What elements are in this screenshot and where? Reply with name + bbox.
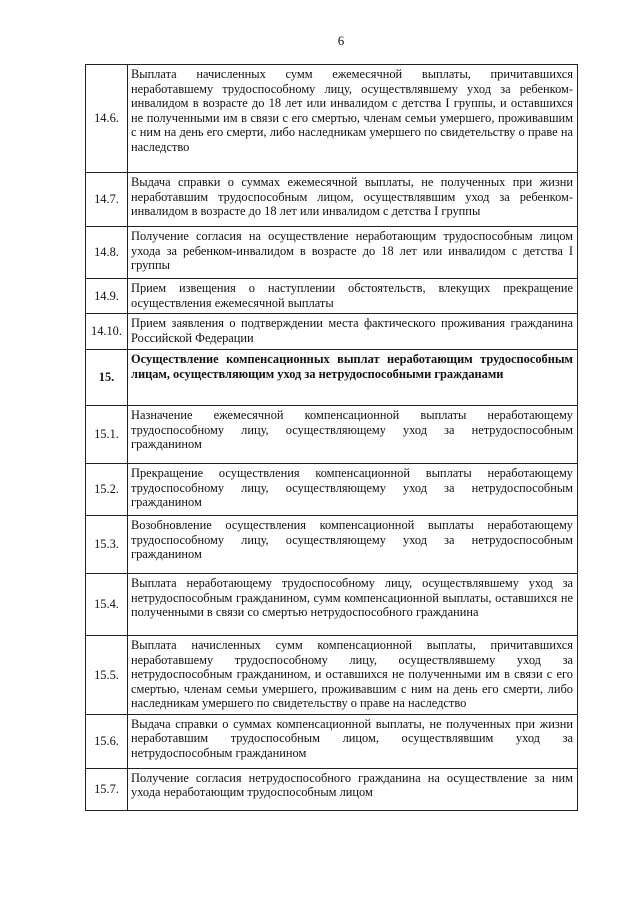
row-text: Возобновление осуществления компенсационной выплаты неработающему трудоспособному лицу, осуществляющему уход за нетрудоспособным гражданином — [128, 516, 578, 574]
row-number: 14.9. — [86, 279, 128, 314]
row-number: 15.3. — [86, 516, 128, 574]
table-row — [86, 516, 578, 574]
table-row — [86, 173, 578, 227]
row-text: Выдача справки о суммах компенсационной выплаты, не полученных при жизни неработавшим трудоспособным лицом, осуществлявшим уход за нетрудоспособным гражданином — [128, 714, 578, 768]
table-row — [86, 714, 578, 768]
page-number: 6 — [337, 33, 345, 48]
table-row — [86, 636, 578, 715]
row-text: Осуществление компенсационных выплат неработающим трудоспособным лицам, осуществляющим уход за нетрудоспособными гражданами — [128, 350, 578, 406]
row-number: 14.7. — [86, 173, 128, 227]
row-text: Прием извещения о наступлении обстоятельств, влекущих прекращение осуществления ежемесячной выплаты — [128, 279, 578, 314]
row-text: Прекращение осуществления компенсационной выплаты неработающему трудоспособному лицу, осуществляющему уход за нетрудоспособным гражданином — [128, 464, 578, 516]
row-text: Выплата неработающему трудоспособному лицу, осуществлявшему уход за нетрудоспособным гражданином, сумм компенсационной выплаты, оставшихся не полученными в связи со смертью нетрудоспособного гражданина — [128, 574, 578, 636]
row-number: 15. — [86, 350, 128, 406]
row-number: 15.2. — [86, 464, 128, 516]
table-row — [86, 350, 578, 406]
row-text: Получение согласия на осуществление неработающим трудоспособным лицом ухода за ребенком-инвалидом в возрасте до 18 лет или инвалидом с детства I группы — [128, 227, 578, 279]
table-row — [86, 227, 578, 279]
row-text: Прием заявления о подтверждении места фактического проживания гражданина Российской Федерации — [128, 314, 578, 350]
row-text: Выдача справки о суммах ежемесячной выплаты, не полученных при жизни неработавшим трудоспособным лицом, осуществлявшим уход за ребенком-инвалидом в возрасте до 18 лет или инвалидом с детства I группы — [128, 173, 578, 227]
row-number: 15.4. — [86, 574, 128, 636]
row-number: 14.8. — [86, 227, 128, 279]
row-text: Выплата начисленных сумм компенсационной выплаты, причитавшихся неработавшему трудоспособному лицу, осуществлявшему уход за нетрудоспособным гражданином, и оставшихся не полученными им в связи с его смертью, членам семьи умершего, проживавшим с ним на день его смерти, либо наследникам умершего по свидетельству о праве на наследство — [128, 636, 578, 715]
table-row — [86, 406, 578, 464]
row-number: 15.6. — [86, 714, 128, 768]
table-body — [86, 65, 578, 811]
row-number: 15.5. — [86, 636, 128, 715]
row-number: 14.6. — [86, 65, 128, 173]
row-text: Назначение ежемесячной компенсационной выплаты неработающему трудоспособному лицу, осуществляющему уход за нетрудоспособным гражданином — [128, 406, 578, 464]
services-table — [85, 64, 578, 811]
table-row — [86, 279, 578, 314]
table-row — [86, 314, 578, 350]
row-text: Получение согласия нетрудоспособного гражданина на осуществление за ним ухода неработающим трудоспособным лицом — [128, 768, 578, 810]
row-number: 14.10. — [86, 314, 128, 350]
table-row — [86, 574, 578, 636]
row-text: Выплата начисленных сумм ежемесячной выплаты, причитавшихся неработавшему трудоспособному лицу, осуществлявшему уход за ребенком-инвалидом в возрасте до 18 лет или инвалидом с детства I группы, и оставшихся не полученными им в связи с его смертью, членам семьи умершего, проживавшим с ним на день его смерти, либо наследникам умершего по свидетельству о праве на наследство — [128, 65, 578, 173]
row-number: 15.1. — [86, 406, 128, 464]
row-number: 15.7. — [86, 768, 128, 810]
table-row — [86, 464, 578, 516]
table-row — [86, 768, 578, 810]
table-row — [86, 65, 578, 173]
